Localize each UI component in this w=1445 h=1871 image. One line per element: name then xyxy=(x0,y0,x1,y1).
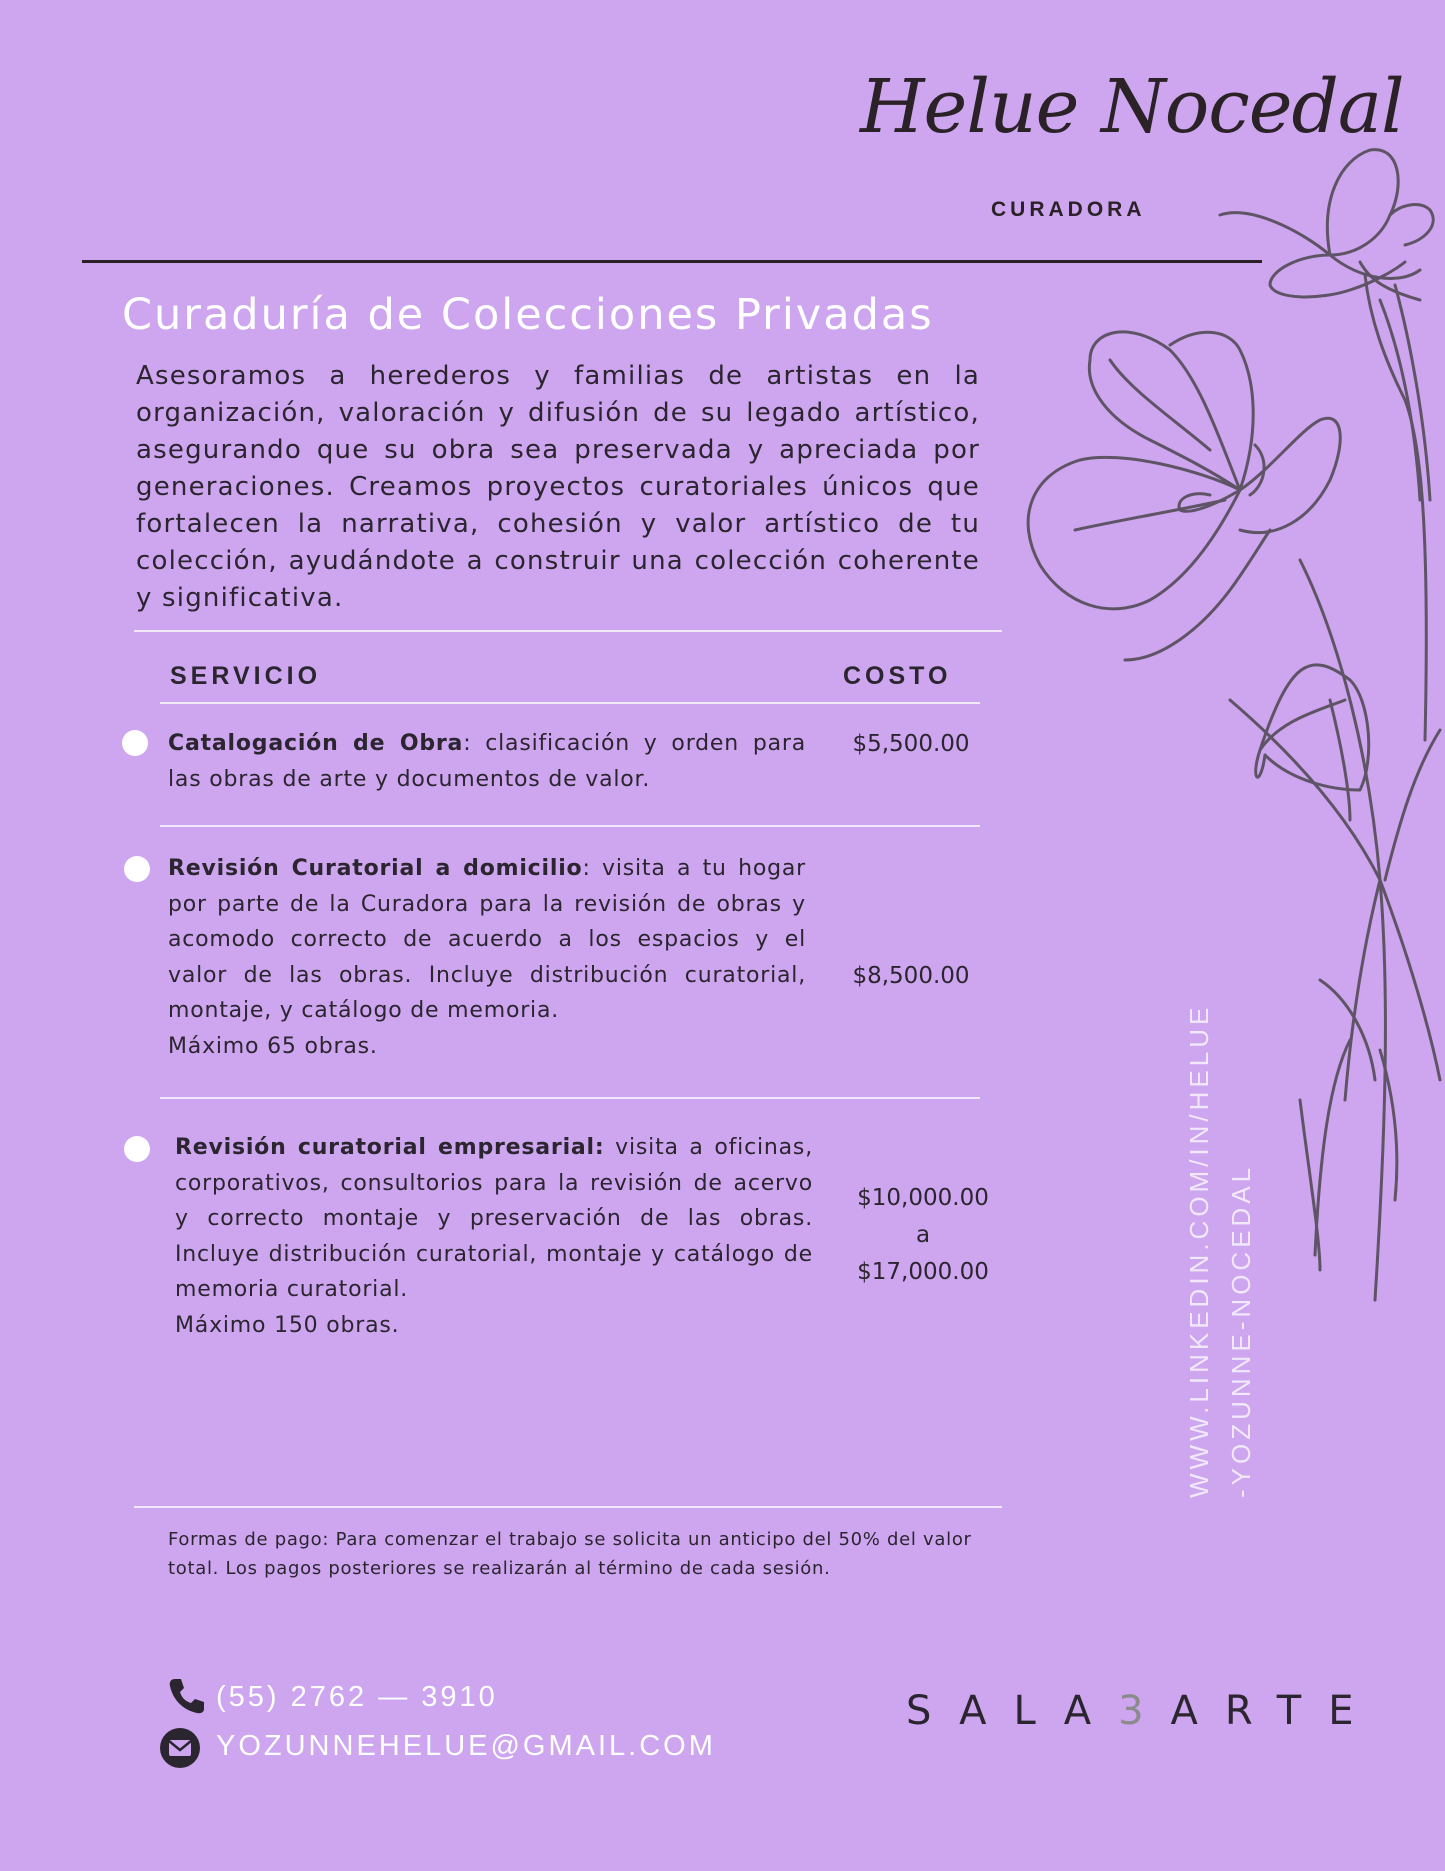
phone-number[interactable]: (55) 2762 — 3910 xyxy=(216,1681,498,1713)
linkedin-line-1: WWW.LINKEDIN.COM/IN/HELUE xyxy=(1184,1003,1214,1498)
header-divider xyxy=(82,260,1262,263)
bullet-icon xyxy=(124,856,150,882)
linkedin-line-2: -YOZUNNE-NOCEDAL xyxy=(1226,1163,1256,1498)
email-address[interactable]: YOZUNNEHELUE@GMAIL.COM xyxy=(216,1730,716,1762)
service-name: Revisión Curatorial a domicilio xyxy=(168,856,583,881)
sala-arte-logo xyxy=(906,1688,1380,1734)
service-price: $8,500.00 xyxy=(852,963,970,989)
intro-divider xyxy=(134,630,1002,632)
service-description xyxy=(168,726,806,797)
service-limit: Máximo 150 obras. xyxy=(175,1312,400,1338)
payment-divider xyxy=(134,1506,1002,1508)
intro-paragraph: Asesoramos a herederos y familias de artistas en la organización, valoración y difusión de su legado artístico, asegurando que su obra sea preservada y apreciada por generaciones. Creamos proyectos curatoriales únicos que fortalecen la narrativa, cohesión y valor artístico de tu colección, ayudándote a construir una colección coherente y significativa. xyxy=(136,361,980,613)
service-description xyxy=(168,851,806,1064)
brand-right: ARTE xyxy=(1170,1688,1381,1734)
brand-left: SALA xyxy=(906,1688,1119,1734)
service-price-range xyxy=(843,1180,1003,1291)
row-divider xyxy=(160,1097,980,1099)
service-name: Revisión curatorial empresarial: xyxy=(175,1135,605,1160)
linkedin-url[interactable] xyxy=(1178,988,1262,1498)
price-separator: a xyxy=(915,1222,931,1248)
price-from: $10,000.00 xyxy=(857,1185,989,1211)
table-header-divider xyxy=(160,702,980,704)
phone-icon xyxy=(166,1676,206,1716)
service-description xyxy=(175,1130,813,1343)
column-header-service: SERVICIO xyxy=(170,662,322,690)
service-limit: Máximo 65 obras. xyxy=(168,1033,378,1059)
service-details: : clasificación y orden para las obras de arte y documentos de valor. xyxy=(168,731,807,792)
service-details: visita a oficinas, corporativos, consultorios para la revisión de acervo y correcto montaje y preservación de las obras. Incluye distribución curatorial, montaje y catálogo de memoria curatorial. xyxy=(175,1135,813,1302)
brand-mark: 3 xyxy=(1118,1688,1171,1734)
logo-signature: Helue Nocedal xyxy=(860,64,1404,150)
price-to: $17,000.00 xyxy=(857,1259,989,1285)
service-details: : visita a tu hogar por parte de la Curadora para la revisión de obras y acomodo correcto de acuerdo a los espacios y el valor de las obras. Incluye distribución curatorial, montaje, y catálogo de memoria. xyxy=(168,856,807,1023)
service-name: Catalogación de Obra xyxy=(168,731,464,756)
service-price: $5,500.00 xyxy=(852,731,970,757)
payment-note: Formas de pago: Para comenzar el trabajo se solicita un anticipo del 50% del valor total. Los pagos posteriores se realizarán al término de cada sesión. xyxy=(168,1529,972,1579)
page-title: Curaduría de Colecciones Privadas xyxy=(122,290,934,340)
column-header-cost: COSTO xyxy=(843,662,952,690)
bullet-icon xyxy=(124,1136,150,1162)
row-divider xyxy=(160,825,980,827)
bullet-icon xyxy=(122,730,148,756)
logo-subtitle: CURADORA xyxy=(991,198,1146,221)
mail-icon xyxy=(160,1728,200,1768)
